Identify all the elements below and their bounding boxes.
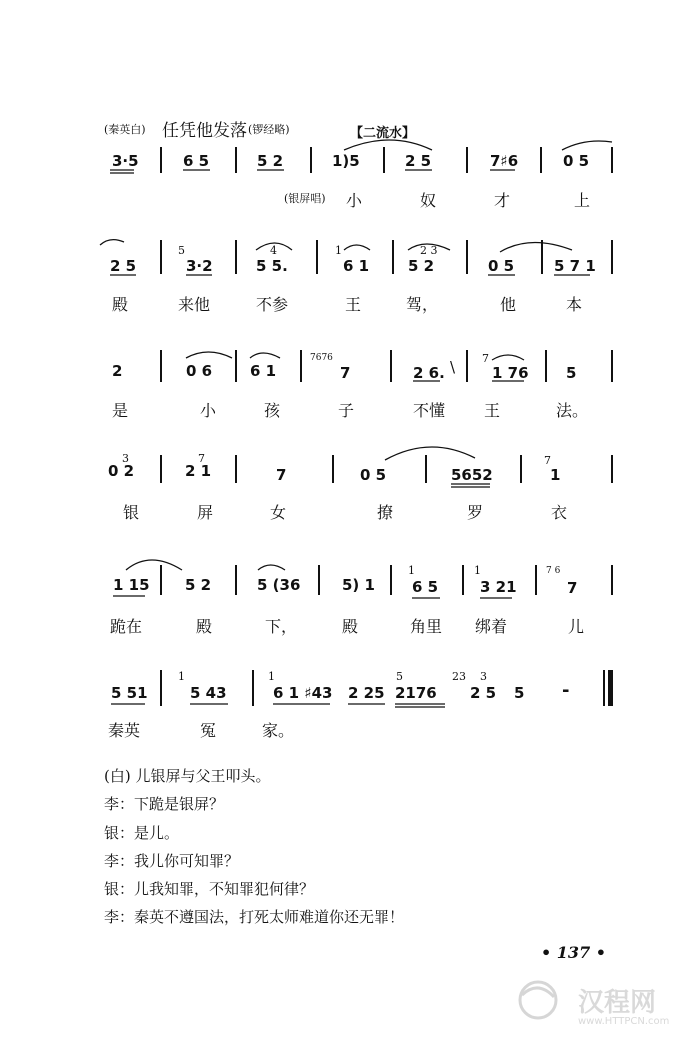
bar-line	[611, 147, 613, 173]
dialogue-line: 银：儿我知罪，不知罪犯何律？	[104, 880, 315, 898]
bar-line	[390, 350, 392, 382]
note: 6 1 ♯43	[273, 684, 333, 702]
note: 0 5	[360, 466, 387, 484]
note: 6 1	[250, 362, 277, 380]
note: 2 5	[470, 684, 497, 702]
note: 5 2	[185, 576, 212, 594]
watermark-brand: 汉程网	[578, 988, 657, 1018]
note: 5 7 1	[554, 257, 596, 275]
grace-note: 1	[335, 244, 342, 257]
bar-line	[390, 565, 392, 595]
page-number: • 137 •	[541, 943, 606, 962]
note: 7	[340, 364, 351, 382]
note: 0 5	[488, 257, 515, 275]
speaker-label: (秦英白)	[104, 123, 146, 136]
note: 5 2	[408, 257, 435, 275]
lyric: 小	[346, 191, 363, 210]
note: 0 2	[108, 462, 135, 480]
bar-line	[160, 565, 162, 595]
lyric: 儿	[568, 617, 585, 636]
lyric: 角里	[410, 617, 443, 636]
bar-line	[235, 240, 237, 274]
watermark-logo-icon	[508, 975, 568, 1025]
lyric: 绑着	[475, 617, 508, 636]
dialogue-line: 李：秦英不遵国法，打死太师难道你还无罪！	[104, 908, 405, 926]
note: 2176	[395, 684, 437, 702]
final-bar-thick	[608, 670, 613, 706]
lyric: 秦英	[108, 721, 141, 740]
note: 2 25	[348, 684, 385, 702]
bar-line	[466, 350, 468, 382]
bar-line	[332, 455, 334, 483]
grace-note: 7	[198, 452, 205, 465]
note: 1)5	[332, 152, 360, 170]
watermark-url: www.HTTPCN.com	[578, 1016, 670, 1027]
bar-line	[252, 670, 254, 706]
bar-line	[318, 565, 320, 595]
lyric: 他	[500, 295, 517, 314]
grace-note: 3	[122, 452, 129, 465]
note: 5 (36	[257, 576, 301, 594]
note: 2 5	[405, 152, 432, 170]
grace-note: 2 3	[420, 244, 438, 257]
note: 5 51	[111, 684, 148, 702]
note: 6 5	[183, 152, 210, 170]
lyric: 殿	[342, 617, 359, 636]
lyric: 罗	[467, 503, 484, 522]
final-bar-thin	[603, 670, 605, 706]
dialogue-line: (白) 儿银屏与父王叩头。	[104, 767, 271, 785]
dialogue-line: 李：下跪是银屏？	[104, 795, 225, 813]
lyric: 跪在	[110, 617, 143, 636]
grace-note: 1	[474, 564, 481, 577]
bar-line	[160, 455, 162, 483]
note: 7♯6	[490, 152, 519, 170]
grace-note: 7 6	[546, 566, 561, 576]
bar-line	[540, 147, 542, 173]
grace-note: 7676	[310, 353, 333, 363]
note: 6 1	[343, 257, 370, 275]
lyric: 王	[484, 401, 501, 420]
bar-line	[160, 350, 162, 382]
slide-mark: \	[450, 358, 456, 376]
grace-note: 4	[270, 244, 277, 257]
lyric: 殿	[196, 617, 213, 636]
bar-line	[611, 240, 613, 274]
lyric: 殿	[112, 295, 129, 314]
grace-note: 5	[178, 244, 185, 257]
lyric: 子	[338, 401, 355, 420]
note: 7	[567, 579, 578, 597]
lyric: 王	[345, 295, 362, 314]
lyric: 本	[566, 295, 583, 314]
lyric: 衣	[551, 503, 568, 522]
lyric: 女	[270, 503, 287, 522]
lyric: 孩	[264, 401, 281, 420]
bar-line	[541, 240, 543, 274]
grace-note: 7	[544, 454, 551, 467]
note: 5 2	[257, 152, 284, 170]
bar-line	[300, 350, 302, 382]
lyric: 不懂	[413, 401, 446, 420]
note: 1	[550, 466, 561, 484]
bar-line	[425, 455, 427, 483]
note: 5 43	[190, 684, 227, 702]
note: 6 5	[412, 578, 439, 596]
bar-line	[383, 147, 385, 173]
bar-line	[520, 455, 522, 483]
grace-note: 23	[452, 670, 466, 683]
note: 0 6	[186, 362, 213, 380]
dash-sustain: -	[562, 680, 570, 701]
lyric: 法。	[556, 401, 589, 420]
note: 2 1	[185, 462, 212, 480]
note: 2 5	[110, 257, 137, 275]
bar-line	[310, 147, 312, 173]
bar-line	[611, 455, 613, 483]
bar-line	[545, 350, 547, 382]
grace-note: 1	[268, 670, 275, 683]
note: 5652	[451, 466, 493, 484]
note: 0 5	[563, 152, 590, 170]
bar-line	[535, 565, 537, 595]
note: 1 15	[113, 576, 150, 594]
lyric: 家。	[262, 721, 295, 740]
note: 2 6.	[413, 364, 445, 382]
lyric: 上	[574, 191, 591, 210]
lyric: 是	[112, 401, 129, 420]
lyric: 撩	[377, 503, 394, 522]
lyric: 奴	[420, 191, 437, 210]
grace-note: 1	[408, 564, 415, 577]
note: 5	[514, 684, 525, 702]
note: 3·5	[112, 152, 139, 170]
note: 5) 1	[342, 576, 375, 594]
tune-label: 【二流水】	[350, 126, 416, 141]
lyric: 下，	[265, 617, 298, 636]
bar-line	[316, 240, 318, 274]
note: 5 5.	[256, 257, 288, 275]
lyric: 不参	[256, 295, 289, 314]
bar-line	[160, 147, 162, 173]
note: 2	[112, 362, 123, 380]
note: 3 21	[480, 578, 517, 596]
lyric: 来他	[178, 295, 211, 314]
lyric: 才	[494, 191, 511, 210]
lyric: 冤	[200, 721, 217, 740]
lyric: 银	[123, 503, 140, 522]
bar-line	[235, 565, 237, 595]
gong-label: (锣经略)	[248, 123, 290, 136]
bar-line	[160, 240, 162, 274]
lyric: 小	[200, 401, 217, 420]
grace-note: 3	[480, 670, 487, 683]
bar-line	[235, 455, 237, 483]
note: 1 76	[492, 364, 529, 382]
note: 7	[276, 466, 287, 484]
note: 5	[566, 364, 577, 382]
singer-label: (银屏唱)	[284, 192, 326, 205]
dialogue-line: 银：是儿。	[104, 824, 180, 842]
spoken-line: 任凭他发落	[162, 121, 247, 141]
lyric: 驾，	[406, 295, 439, 314]
dialogue-line: 李：我儿你可知罪？	[104, 852, 240, 870]
bar-line	[466, 147, 468, 173]
bar-line	[392, 240, 394, 274]
bar-line	[466, 240, 468, 274]
note: 3·2	[186, 257, 213, 275]
lyric: 屏	[197, 503, 214, 522]
bar-line	[235, 147, 237, 173]
grace-note: 5	[396, 670, 403, 683]
bar-line	[611, 350, 613, 382]
grace-note: 7	[482, 352, 489, 365]
grace-note: 1	[178, 670, 185, 683]
bar-line	[235, 350, 237, 382]
bar-line	[160, 670, 162, 706]
bar-line	[462, 565, 464, 595]
bar-line	[611, 565, 613, 595]
